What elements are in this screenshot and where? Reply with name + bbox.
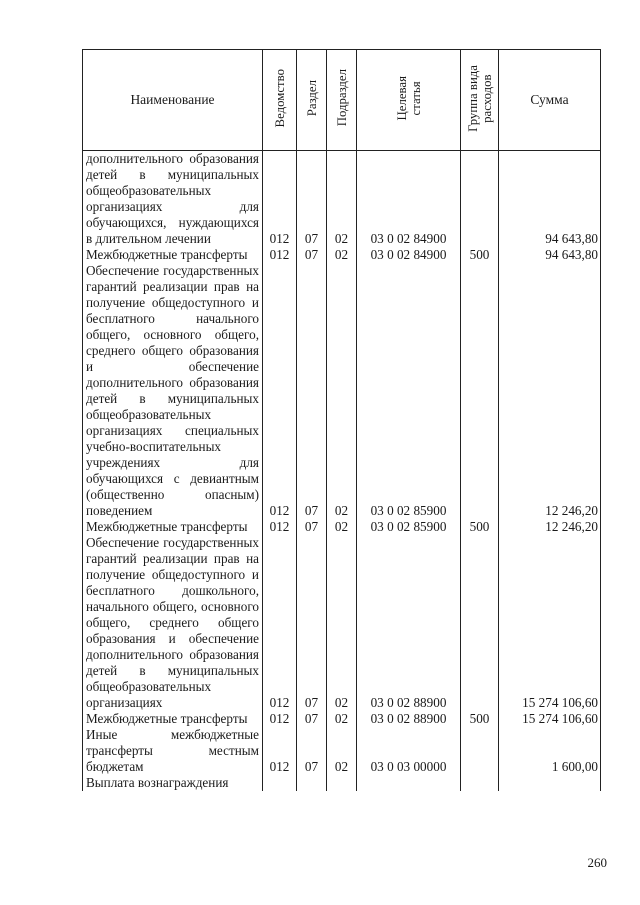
cell-vedomstvo: 012 <box>263 263 297 519</box>
cell-name: Межбюджетные трансферты <box>83 247 263 263</box>
header-gruppa-cell <box>461 50 499 151</box>
header-celevaya-cell <box>357 50 461 151</box>
cell-name: Межбюджетные трансферты <box>83 519 263 535</box>
cell-celevaya: 03 0 02 85900 <box>357 519 461 535</box>
cell-name: Выплата вознаграждения <box>83 775 263 791</box>
table-row <box>83 247 601 263</box>
cell-summa: 12 246,20 <box>499 519 601 535</box>
cell-name: Обеспечение государственных гарантий реализации прав на получение общедоступного и бесплатного начального общего, основного общего, среднего общего образования и обеспечение дополнительного образования детей в муниципальных общеобразовательных организациях специальных учебно-воспитательных учреждениях для обучающихся с девиантным (общественно опасным) поведением <box>83 263 263 519</box>
page-number: 260 <box>587 855 607 870</box>
cell-summa: 15 274 106,60 <box>499 535 601 711</box>
cell-vedomstvo: 012 <box>263 151 297 248</box>
cell-vedomstvo: 012 <box>263 711 297 727</box>
cell-name: Обеспечение государственных гарантий реализации прав на получение общедоступного и бесплатного дошкольного, начального общего, основного общего, среднего общего образования и обеспечение дополнительного образования детей в муниципальных общеобразовательных организациях <box>83 535 263 711</box>
cell-celevaya: 03 0 02 84900 <box>357 247 461 263</box>
header-name: Наименование <box>83 50 263 151</box>
cell-gruppa <box>461 775 499 791</box>
header-vedomstvo: Ведомство <box>272 68 287 128</box>
cell-vedomstvo <box>263 775 297 791</box>
table-header <box>83 50 601 151</box>
cell-podrazdel: 02 <box>327 151 357 248</box>
table-row <box>83 519 601 535</box>
cell-razdel <box>297 775 327 791</box>
cell-vedomstvo: 012 <box>263 247 297 263</box>
cell-podrazdel: 02 <box>327 727 357 775</box>
cell-gruppa: 500 <box>461 247 499 263</box>
table-row <box>83 711 601 727</box>
cell-celevaya: 03 0 02 84900 <box>357 151 461 248</box>
cell-podrazdel: 02 <box>327 247 357 263</box>
cell-podrazdel: 02 <box>327 711 357 727</box>
cell-celevaya: 03 0 03 00000 <box>357 727 461 775</box>
cell-name: дополнительного образования детей в муниципальных общеобразовательных организациях для обучающихся, нуждающихся в длительном лечении <box>83 151 263 248</box>
cell-gruppa <box>461 727 499 775</box>
cell-summa: 1 600,00 <box>499 727 601 775</box>
table-row <box>83 151 601 248</box>
cell-summa: 15 274 106,60 <box>499 711 601 727</box>
cell-razdel: 07 <box>297 151 327 248</box>
cell-podrazdel: 02 <box>327 535 357 711</box>
header-celevaya: Целевая статья <box>394 75 423 121</box>
cell-vedomstvo: 012 <box>263 727 297 775</box>
cell-gruppa <box>461 263 499 519</box>
cell-summa <box>499 775 601 791</box>
header-vedomstvo-cell <box>263 50 297 151</box>
cell-gruppa: 500 <box>461 519 499 535</box>
cell-gruppa: 500 <box>461 711 499 727</box>
cell-name: Иные межбюджетные трансферты местным бюджетам <box>83 727 263 775</box>
budget-table <box>82 49 601 791</box>
header-summa: Сумма <box>499 50 601 151</box>
cell-razdel: 07 <box>297 535 327 711</box>
table-row <box>83 775 601 791</box>
cell-summa: 94 643,80 <box>499 151 601 248</box>
cell-celevaya: 03 0 02 88900 <box>357 535 461 711</box>
cell-razdel: 07 <box>297 711 327 727</box>
cell-razdel: 07 <box>297 263 327 519</box>
cell-razdel: 07 <box>297 727 327 775</box>
table-row <box>83 727 601 775</box>
header-podrazdel-cell <box>327 50 357 151</box>
cell-vedomstvo: 012 <box>263 535 297 711</box>
cell-razdel: 07 <box>297 519 327 535</box>
table-body <box>83 151 601 792</box>
cell-gruppa <box>461 535 499 711</box>
table-row <box>83 535 601 711</box>
table-row <box>83 263 601 519</box>
cell-celevaya <box>357 775 461 791</box>
header-razdel-cell <box>297 50 327 151</box>
cell-podrazdel: 02 <box>327 263 357 519</box>
cell-celevaya: 03 0 02 88900 <box>357 711 461 727</box>
cell-summa: 12 246,20 <box>499 263 601 519</box>
cell-razdel: 07 <box>297 247 327 263</box>
cell-celevaya: 03 0 02 85900 <box>357 263 461 519</box>
cell-name: Межбюджетные трансферты <box>83 711 263 727</box>
header-gruppa: Группа вида расходов <box>465 64 494 132</box>
cell-podrazdel: 02 <box>327 519 357 535</box>
cell-podrazdel <box>327 775 357 791</box>
cell-gruppa <box>461 151 499 248</box>
cell-summa: 94 643,80 <box>499 247 601 263</box>
header-podrazdel: Подраздел <box>334 69 349 127</box>
cell-vedomstvo: 012 <box>263 519 297 535</box>
header-razdel: Раздел <box>304 79 319 117</box>
